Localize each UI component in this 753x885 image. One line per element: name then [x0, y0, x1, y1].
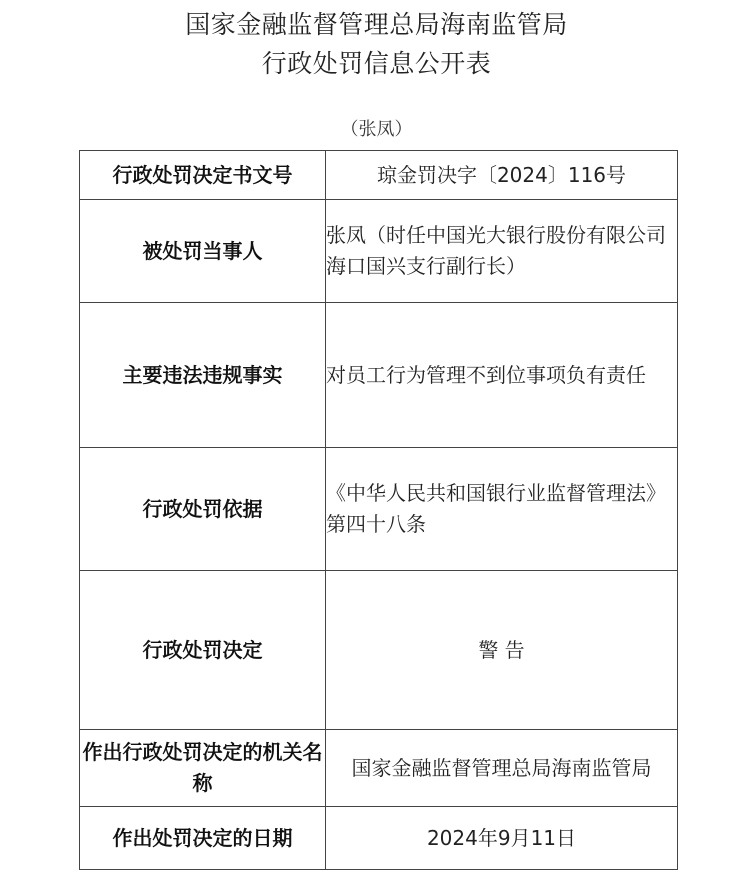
document-title-line2: 行政处罚信息公开表	[261, 49, 492, 78]
table-row	[80, 151, 678, 200]
row-label-issuing-authority: 作出行政处罚决定的机关名称	[80, 730, 326, 807]
row-value-legal-basis: 《中华人民共和国银行业监督管理法》第四十八条	[326, 448, 678, 571]
row-label-violation-facts: 主要违法违规事实	[80, 303, 326, 448]
table-row	[80, 730, 678, 807]
penalty-info-table	[79, 150, 678, 870]
row-label-decision-date: 作出处罚决定的日期	[80, 807, 326, 870]
document-title-line1: 国家金融监督管理总局海南监管局	[185, 10, 568, 39]
party-name-subtitle: （张凤）	[340, 119, 413, 140]
row-value-violation-facts: 对员工行为管理不到位事项负有责任	[326, 303, 678, 448]
row-label-decision-number: 行政处罚决定书文号	[80, 151, 326, 200]
row-value-penalty-decision: 警 告	[326, 571, 678, 730]
row-label-penalty-decision: 行政处罚决定	[80, 571, 326, 730]
table-row	[80, 303, 678, 448]
table-row	[80, 200, 678, 303]
table-row	[80, 571, 678, 730]
row-label-legal-basis: 行政处罚依据	[80, 448, 326, 571]
row-label-penalized-party: 被处罚当事人	[80, 200, 326, 303]
row-value-penalized-party: 张凤（时任中国光大银行股份有限公司海口国兴支行副行长）	[326, 200, 678, 303]
row-value-decision-number: 琼金罚决字〔2024〕116号	[326, 151, 678, 200]
table-row	[80, 448, 678, 571]
row-value-decision-date: 2024年9月11日	[326, 807, 678, 870]
row-value-issuing-authority: 国家金融监督管理总局海南监管局	[326, 730, 678, 807]
table-row	[80, 807, 678, 870]
